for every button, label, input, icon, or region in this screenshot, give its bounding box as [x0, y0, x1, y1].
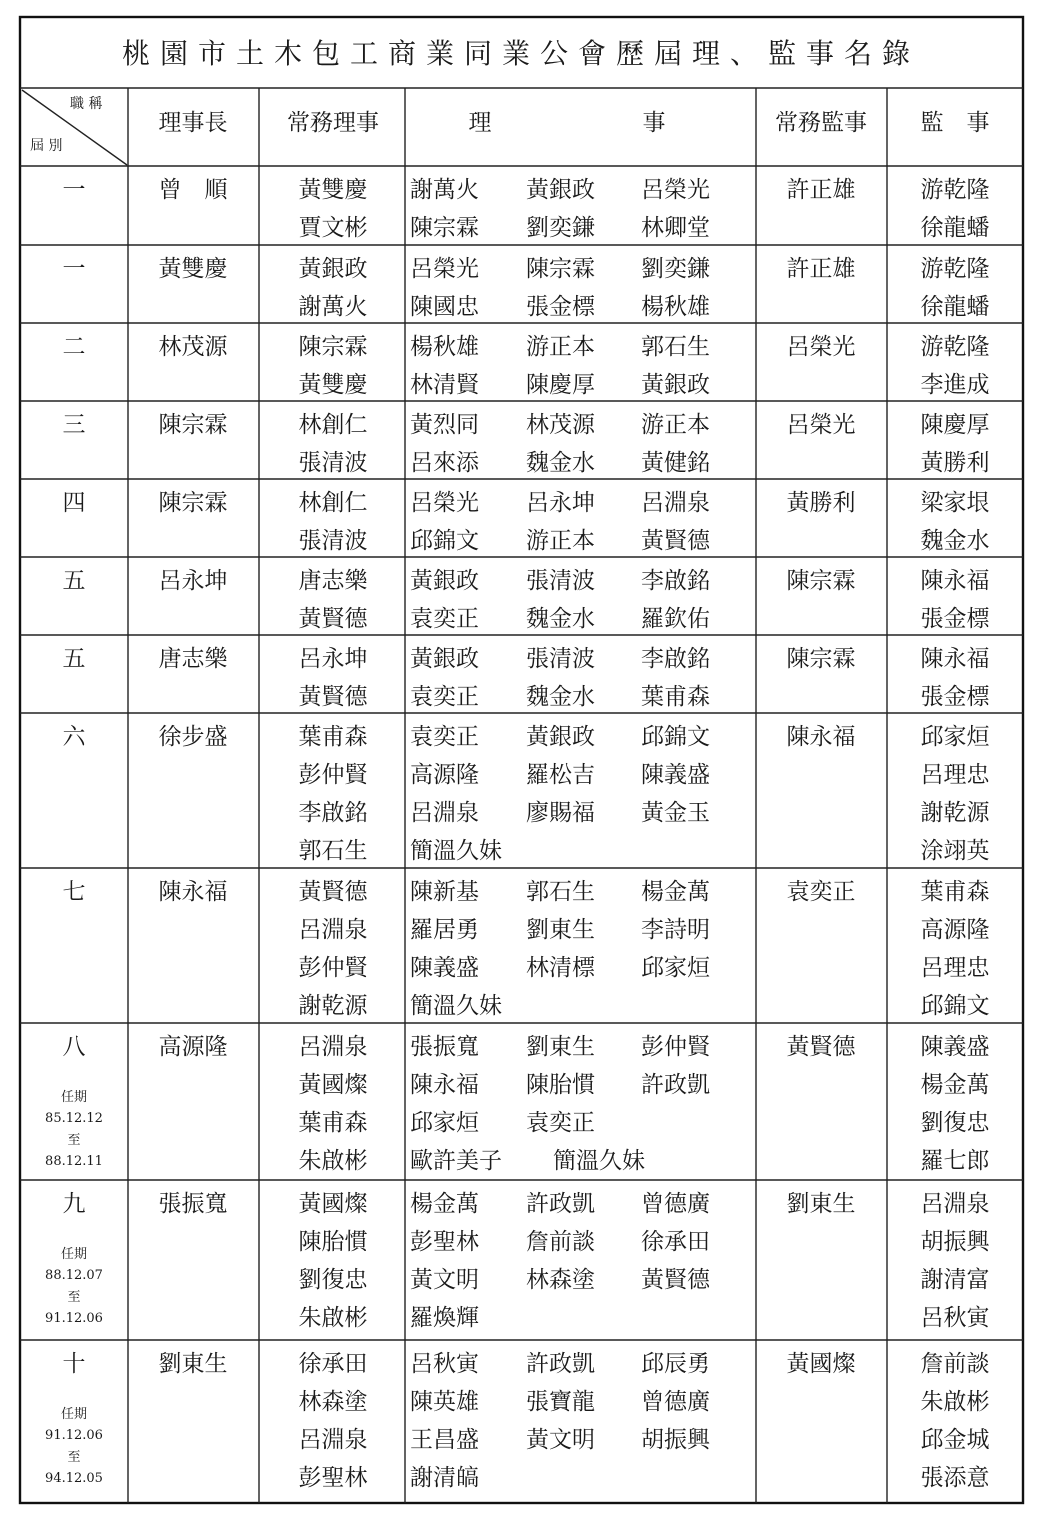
director-name: 陳宗霖 [526, 256, 595, 282]
chairman-name: 唐志樂 [158, 646, 228, 672]
director-name: 黃銀政 [410, 568, 479, 594]
director-name: 羅松吉 [526, 762, 595, 788]
table-row [45, 1351, 989, 1491]
director-name: 簡溫久妹 [410, 993, 502, 1019]
term-number: 五 [62, 646, 86, 672]
standing-director-name: 黃賢德 [298, 879, 368, 905]
term-period-note: 任期 [60, 1407, 88, 1422]
standing-supervisor-name: 許正雄 [786, 177, 856, 203]
supervisor-name: 邱錦文 [920, 993, 990, 1019]
director-name: 呂榮光 [410, 256, 479, 282]
table-row [63, 334, 990, 398]
standing-director-name: 彭仲賢 [298, 955, 368, 981]
supervisor-name: 呂淵泉 [920, 1191, 990, 1217]
director-name: 呂榮光 [641, 177, 710, 203]
chairman-name: 陳宗霖 [158, 490, 228, 516]
supervisor-name: 詹前談 [920, 1351, 990, 1377]
director-name: 陳宗霖 [410, 215, 479, 241]
standing-director-name: 黃賢德 [298, 606, 368, 632]
director-name: 呂來添 [410, 450, 479, 476]
standing-director-name: 陳胎慣 [298, 1229, 368, 1255]
standing-director-name: 林森塗 [298, 1389, 368, 1415]
supervisor-name: 羅七郎 [920, 1148, 990, 1174]
director-name: 劉東生 [526, 917, 595, 943]
director-name: 游正本 [641, 412, 710, 438]
header-corner-top: 職 稱 [70, 96, 103, 112]
table-row [63, 724, 991, 864]
director-name: 呂秋寅 [410, 1351, 479, 1377]
supervisor-name: 游乾隆 [920, 334, 990, 360]
director-name: 黃賢德 [641, 1267, 710, 1293]
standing-director-name: 呂永坤 [298, 646, 368, 672]
director-name: 黃文明 [526, 1427, 595, 1453]
header-directors-left: 理 [468, 110, 492, 136]
grid-lines [20, 88, 1023, 1503]
director-name: 張清波 [526, 568, 595, 594]
director-name: 李啟銘 [641, 568, 710, 594]
standing-supervisor-name: 呂榮光 [786, 334, 856, 360]
director-name: 張寶龍 [526, 1389, 595, 1415]
director-name: 簡溫久妹 [553, 1148, 645, 1174]
director-name: 邱家烜 [641, 955, 710, 981]
header-chairman: 理事長 [158, 110, 228, 136]
director-name: 袁奕正 [410, 606, 479, 632]
supervisor-name: 游乾隆 [920, 177, 990, 203]
director-name: 林森塗 [526, 1267, 595, 1293]
standing-director-name: 張清波 [298, 528, 368, 554]
director-name: 歐許美子 [410, 1148, 502, 1174]
term-number: 九 [62, 1191, 86, 1217]
director-name: 張金標 [526, 294, 595, 320]
supervisor-name: 張金標 [920, 684, 990, 710]
standing-director-name: 唐志樂 [298, 568, 368, 594]
director-name: 徐承田 [641, 1229, 710, 1255]
director-name: 陳新基 [410, 879, 479, 905]
chairman-name: 高源隆 [158, 1034, 228, 1060]
standing-director-name: 林創仁 [298, 490, 368, 516]
table-row [63, 879, 991, 1019]
supervisor-name: 陳義盛 [920, 1034, 990, 1060]
table-frame [20, 17, 1023, 1503]
director-name: 黃銀政 [641, 372, 710, 398]
director-name: 呂淵泉 [641, 490, 710, 516]
standing-director-name: 郭石生 [298, 838, 368, 864]
table-row [45, 1191, 991, 1331]
director-name: 黃銀政 [526, 724, 595, 750]
standing-director-name: 朱啟彬 [298, 1305, 368, 1331]
supervisor-name: 陳永福 [920, 568, 990, 594]
supervisor-name: 徐龍蟠 [920, 294, 990, 320]
header-standing-supervisor: 常務監事 [775, 110, 867, 136]
header-row [22, 90, 990, 165]
director-name: 黃金玉 [641, 800, 710, 826]
supervisor-name: 陳永福 [920, 646, 990, 672]
term-number: 二 [62, 334, 86, 360]
standing-supervisor-name: 袁奕正 [786, 879, 856, 905]
term-period-note: 任期 [60, 1090, 88, 1105]
director-name: 高源隆 [410, 762, 479, 788]
standing-director-name: 陳宗霖 [298, 334, 368, 360]
director-name: 彭聖林 [410, 1229, 479, 1255]
supervisor-name: 呂秋寅 [920, 1305, 990, 1331]
director-name: 林卿堂 [641, 215, 710, 241]
standing-director-name: 彭聖林 [298, 1465, 368, 1491]
standing-director-name: 黃賢德 [298, 684, 368, 710]
chairman-name: 劉東生 [158, 1351, 228, 1377]
supervisor-name: 游乾隆 [920, 256, 990, 282]
director-name: 謝清皜 [410, 1465, 479, 1491]
director-name: 張清波 [526, 646, 595, 672]
standing-director-name: 張清波 [298, 450, 368, 476]
standing-director-name: 彭仲賢 [298, 762, 368, 788]
standing-director-name: 黃銀政 [298, 256, 368, 282]
director-name: 袁奕正 [410, 724, 479, 750]
director-name: 黃銀政 [410, 646, 479, 672]
term-period-note: 91.12.06 [45, 1311, 103, 1326]
document-title: 桃園市土木包工商業同業公會歷屆理、監事名錄 [121, 37, 921, 70]
director-name: 陳義盛 [641, 762, 710, 788]
term-period-note: 88.12.11 [45, 1154, 103, 1169]
term-number: 八 [62, 1034, 86, 1060]
standing-supervisor-name: 劉東生 [786, 1191, 856, 1217]
director-name: 邱辰勇 [641, 1351, 710, 1377]
standing-director-name: 林創仁 [298, 412, 368, 438]
director-name: 張振寬 [410, 1034, 479, 1060]
chairman-name: 徐步盛 [158, 724, 228, 750]
term-number: 一 [62, 177, 86, 203]
director-name: 曾德廣 [641, 1389, 710, 1415]
supervisor-name: 李進成 [920, 372, 990, 398]
chairman-name: 陳宗霖 [158, 412, 228, 438]
standing-director-name: 劉復忠 [298, 1267, 368, 1293]
standing-supervisor-name: 黃賢德 [786, 1034, 856, 1060]
standing-supervisor-name: 黃國燦 [786, 1351, 856, 1377]
standing-supervisor-name: 陳宗霖 [786, 568, 856, 594]
term-period-note: 至 [67, 1133, 81, 1148]
director-name: 黃文明 [410, 1267, 479, 1293]
header-directors-right: 事 [642, 110, 666, 136]
header-standing-directors: 常務理事 [287, 110, 379, 136]
term-period-note: 91.12.06 [45, 1428, 103, 1443]
director-name: 魏金水 [526, 450, 595, 476]
supervisor-name: 謝乾源 [920, 800, 990, 826]
term-number: 三 [62, 412, 86, 438]
supervisor-name: 魏金水 [920, 528, 990, 554]
director-name: 黃烈同 [410, 412, 479, 438]
supervisor-name: 高源隆 [920, 917, 990, 943]
director-name: 許政凱 [641, 1072, 710, 1098]
director-name: 黃銀政 [526, 177, 595, 203]
director-name: 彭仲賢 [641, 1034, 710, 1060]
term-number: 一 [62, 256, 86, 282]
director-name: 劉奕鎌 [526, 215, 595, 241]
director-name: 謝萬火 [410, 177, 479, 203]
table-row [63, 256, 990, 320]
director-name: 郭石生 [641, 334, 710, 360]
standing-director-name: 謝萬火 [298, 294, 368, 320]
director-name: 葉甫森 [641, 684, 710, 710]
director-name: 羅欽佑 [641, 606, 710, 632]
supervisor-name: 謝清富 [920, 1267, 990, 1293]
director-name: 簡溫久妹 [410, 838, 502, 864]
supervisor-name: 張添意 [920, 1465, 990, 1491]
standing-supervisor-name: 許正雄 [786, 256, 856, 282]
director-name: 陳英雄 [410, 1389, 479, 1415]
header-supervisors: 監 事 [920, 110, 990, 136]
supervisor-name: 梁家垠 [920, 490, 990, 516]
standing-director-name: 賈文彬 [298, 215, 368, 241]
director-name: 胡振興 [641, 1427, 710, 1453]
director-name: 呂永坤 [526, 490, 595, 516]
supervisor-name: 呂理忠 [920, 955, 990, 981]
director-name: 袁奕正 [526, 1110, 595, 1136]
director-name: 廖賜福 [526, 800, 595, 826]
director-name: 林清標 [526, 955, 595, 981]
supervisor-name: 徐龍蟠 [920, 215, 990, 241]
term-number: 四 [62, 490, 86, 516]
director-name: 魏金水 [526, 684, 595, 710]
standing-director-name: 黃雙慶 [298, 372, 368, 398]
supervisor-name: 張金標 [920, 606, 990, 632]
standing-supervisor-name: 陳永福 [786, 724, 856, 750]
standing-director-name: 呂淵泉 [298, 917, 368, 943]
director-name: 陳永福 [410, 1072, 479, 1098]
director-name: 袁奕正 [410, 684, 479, 710]
supervisor-name: 劉復忠 [920, 1110, 990, 1136]
director-name: 許政凱 [526, 1191, 595, 1217]
director-name: 林清賢 [410, 372, 479, 398]
standing-director-name: 呂淵泉 [298, 1427, 368, 1453]
director-name: 李啟銘 [641, 646, 710, 672]
term-period-note: 至 [67, 1290, 81, 1305]
supervisor-name: 胡振興 [920, 1229, 990, 1255]
director-name: 羅煥輝 [410, 1305, 479, 1331]
standing-director-name: 葉甫森 [298, 1110, 368, 1136]
table-row [63, 177, 990, 241]
director-name: 詹前談 [526, 1229, 595, 1255]
director-name: 邱錦文 [410, 528, 479, 554]
standing-director-name: 呂淵泉 [298, 1034, 368, 1060]
header-corner-bottom: 屆 別 [30, 138, 63, 154]
director-name: 黃賢德 [641, 528, 710, 554]
director-name: 黃健銘 [641, 450, 710, 476]
director-name: 王昌盛 [410, 1427, 479, 1453]
director-name: 陳慶厚 [526, 372, 595, 398]
standing-director-name: 謝乾源 [298, 993, 368, 1019]
supervisor-name: 楊金萬 [920, 1072, 990, 1098]
chairman-name: 陳永福 [158, 879, 228, 905]
supervisor-name: 邱家烜 [920, 724, 990, 750]
table-row [63, 412, 990, 476]
standing-director-name: 黃國燦 [298, 1072, 368, 1098]
standing-director-name: 葉甫森 [298, 724, 368, 750]
chairman-name: 黃雙慶 [158, 256, 228, 282]
director-name: 楊秋雄 [641, 294, 710, 320]
table-row [63, 646, 991, 710]
director-name: 曾德廣 [641, 1191, 710, 1217]
standing-supervisor-name: 陳宗霖 [786, 646, 856, 672]
term-period-note: 94.12.05 [45, 1471, 103, 1486]
director-name: 陳胎慣 [526, 1072, 595, 1098]
director-name: 許政凱 [526, 1351, 595, 1377]
director-name: 楊金萬 [410, 1191, 479, 1217]
director-name: 呂榮光 [410, 490, 479, 516]
director-name: 楊秋雄 [410, 334, 479, 360]
supervisor-name: 朱啟彬 [920, 1389, 990, 1415]
chairman-name: 林茂源 [158, 334, 228, 360]
director-name: 魏金水 [526, 606, 595, 632]
director-name: 邱錦文 [641, 724, 710, 750]
supervisor-name: 呂理忠 [920, 762, 990, 788]
table-row [63, 490, 990, 554]
standing-director-name: 徐承田 [298, 1351, 368, 1377]
supervisor-name: 黃勝利 [920, 450, 990, 476]
supervisor-name: 涂翊英 [920, 838, 990, 864]
standing-supervisor-name: 黃勝利 [786, 490, 856, 516]
term-number: 七 [62, 879, 86, 905]
standing-director-name: 朱啟彬 [298, 1148, 368, 1174]
table-row [63, 568, 991, 632]
director-name: 游正本 [526, 334, 595, 360]
director-name: 郭石生 [526, 879, 595, 905]
table-body [45, 177, 991, 1491]
term-period-note: 85.12.12 [45, 1111, 103, 1126]
director-name: 陳國忠 [410, 294, 479, 320]
supervisor-name: 陳慶厚 [920, 412, 990, 438]
term-number: 十 [62, 1351, 86, 1377]
term-number: 六 [62, 724, 86, 750]
director-name: 邱家烜 [410, 1110, 479, 1136]
supervisor-name: 邱金城 [920, 1427, 990, 1453]
director-name: 楊金萬 [641, 879, 710, 905]
term-period-note: 88.12.07 [45, 1268, 103, 1283]
term-number: 五 [62, 568, 86, 594]
term-period-note: 至 [67, 1450, 81, 1465]
standing-director-name: 李啟銘 [298, 800, 368, 826]
chairman-name: 呂永坤 [158, 568, 228, 594]
director-name: 劉奕鎌 [641, 256, 710, 282]
term-period-note: 任期 [60, 1247, 88, 1262]
standing-director-name: 黃雙慶 [298, 177, 368, 203]
director-name: 李詩明 [641, 917, 710, 943]
chairman-name: 曾 順 [158, 177, 228, 203]
director-name: 羅居勇 [410, 917, 479, 943]
director-name: 劉東生 [526, 1034, 595, 1060]
supervisor-name: 葉甫森 [920, 879, 990, 905]
director-name: 游正本 [526, 528, 595, 554]
table-row [45, 1034, 990, 1174]
standing-director-name: 黃國燦 [298, 1191, 368, 1217]
standing-supervisor-name: 呂榮光 [786, 412, 856, 438]
director-name: 呂淵泉 [410, 800, 479, 826]
chairman-name: 張振寬 [158, 1191, 228, 1217]
director-name: 陳義盛 [410, 955, 479, 981]
director-name: 林茂源 [526, 412, 595, 438]
